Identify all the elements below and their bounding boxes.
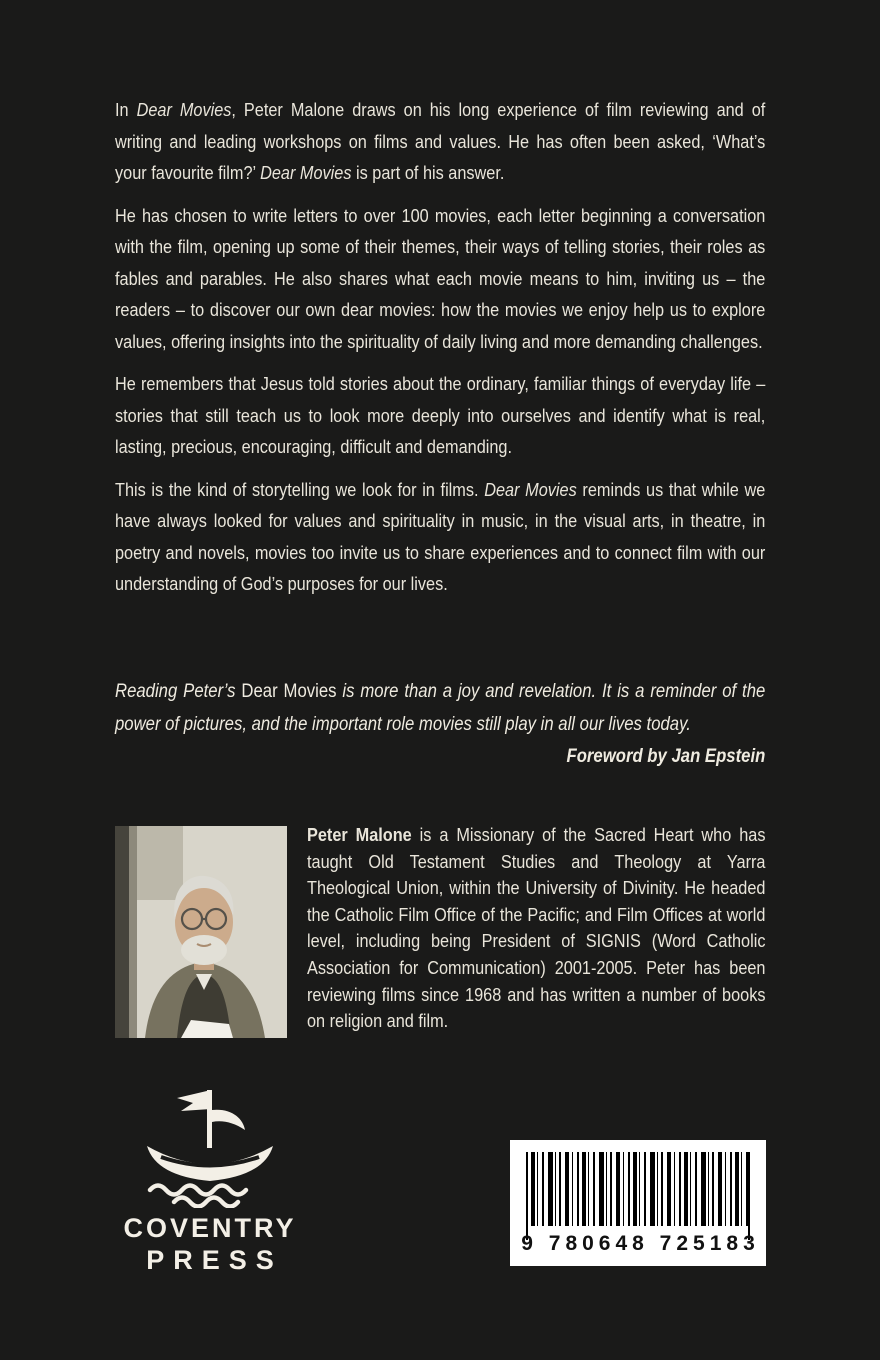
synopsis-paragraph-2: He has chosen to write letters to over 100 movies, each letter beginning a conversation with the film, opening up some of their themes, their ways of telling stories, their roles as fables and parables. He also shares what each movie means to him, inviting us – the readers – to discover our own dear movies: how the movies we enjoy help us to explore values, offering insights into the spirituality of daily living and more demanding challenges.	[115, 204, 766, 352]
book-title-italic: Dear Movies	[484, 478, 577, 500]
text-run: Reading Peter’s	[115, 681, 242, 702]
publisher-name-line1: COVENTRY	[123, 1213, 297, 1243]
barcode	[510, 1140, 766, 1266]
review-quote-text	[115, 676, 765, 741]
barcode-guard-bar	[526, 1152, 528, 1240]
text-run: reminds us that while we have always looked for values and spirituality in music, in the visual arts, in theatre, in poetry and novels, movies too invite us to share experiences and to connect film with our understanding of God’s purposes for our lives.	[115, 478, 766, 594]
publisher-name-line2: PRESS	[146, 1245, 283, 1275]
isbn-number: 9 780648 725183	[521, 1232, 760, 1255]
text-run: is more than a joy and revelation. It is a reminder of the power of pictures, and the important role movies still play in all our lives today.	[115, 681, 766, 735]
book-title-italic: Dear Movies	[136, 99, 232, 120]
synopsis-paragraph-3: He remembers that Jesus told stories about the ordinary, familiar things of everyday life – stories that still teach us to look more deeply into ourselves and identify what is real, lasting, precious, encouraging, difficult and demanding.	[115, 373, 766, 457]
synopsis-paragraph-1	[115, 94, 765, 189]
synopsis	[115, 94, 765, 600]
barcode-guard-bar	[748, 1152, 750, 1240]
text-run: In	[115, 99, 137, 120]
barcode-bars	[526, 1152, 750, 1226]
text-run: This is the kind of storytelling we look for in films.	[115, 478, 485, 500]
text-run: , Peter Malone draws on his long experience of film reviewing and of writing and leading workshops on films and values. He has often been asked, ‘What’s your favourite film?’	[115, 99, 766, 183]
author-photo	[115, 826, 287, 1038]
quote-attribution: Foreword by Jan Epstein	[566, 746, 766, 767]
book-title-italic: Dear Movies	[260, 162, 352, 183]
text-run: is part of his answer.	[351, 162, 505, 183]
review-quote	[115, 676, 765, 774]
ship-logo-icon	[108, 1086, 312, 1208]
text-run: is a Missionary of the Sacred Heart who has taught Old Testament Studies and Theology at Yarra Theological Union, within the University of Divinity. He headed the Catholic Film Office of the Pacific; and Film Offices at world level, including being President of SIGNIS (Word Catholic Association for Communication) 2001-2005. Peter has been reviewing films since 1968 and has written a number of books on religion and film.	[307, 824, 766, 1032]
publisher-block	[108, 1086, 312, 1276]
synopsis-paragraph-4	[115, 474, 765, 600]
author-name: Peter Malone	[307, 824, 412, 845]
author-bio	[307, 822, 765, 1035]
book-title-roman: Dear Movies	[241, 681, 337, 702]
author-portrait-illustration	[115, 826, 287, 1038]
